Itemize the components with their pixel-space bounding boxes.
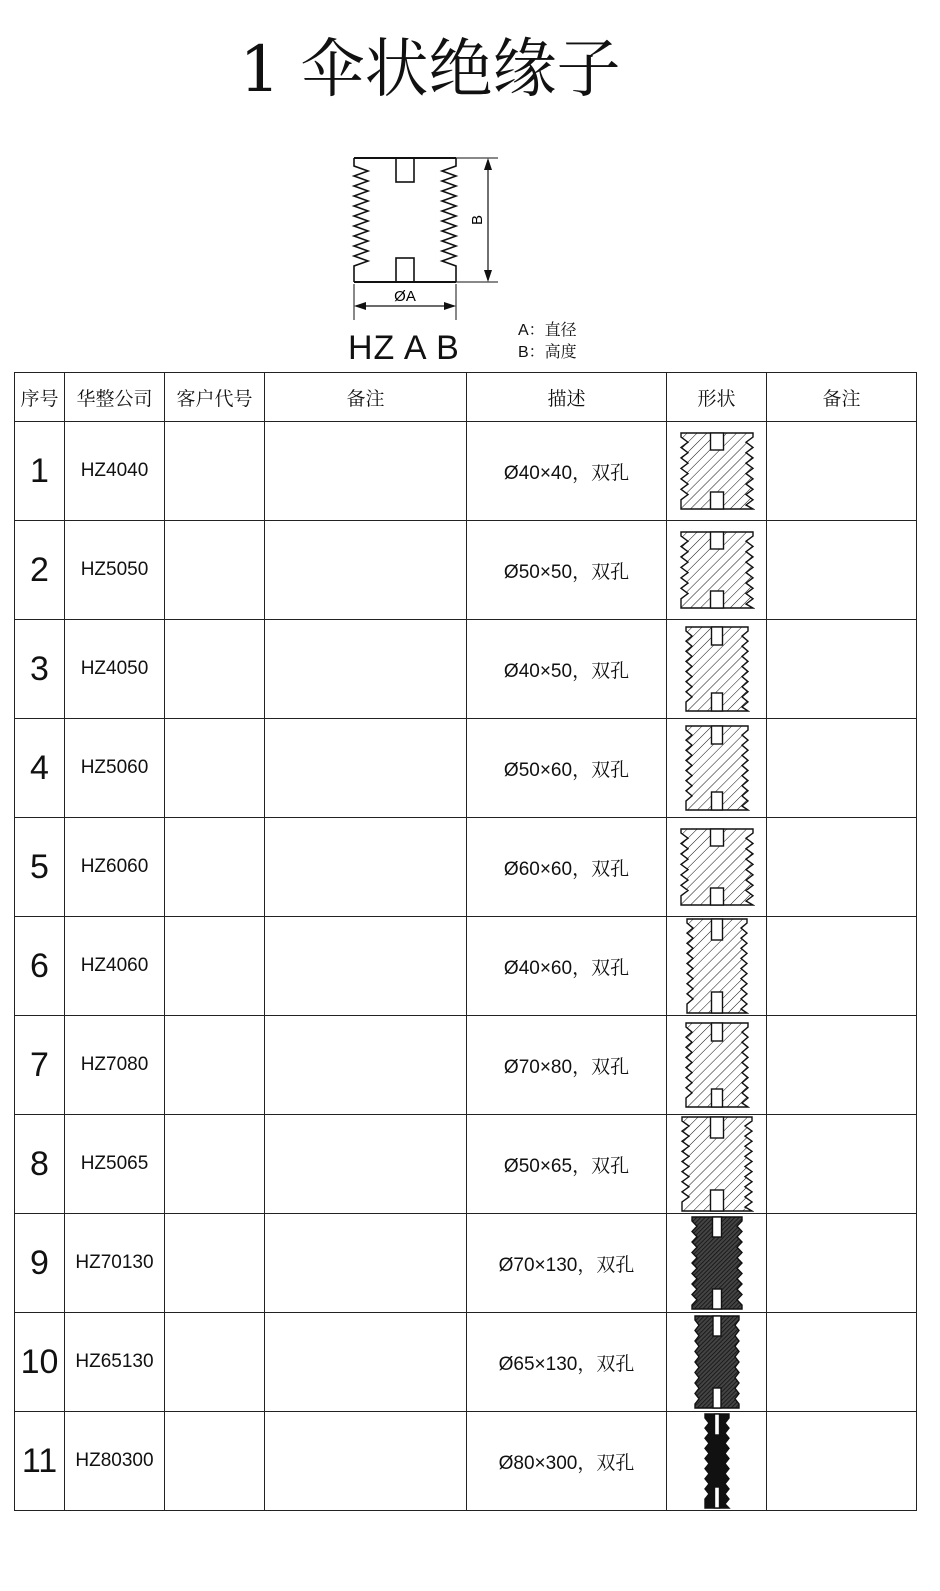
row-customer-code [165,917,265,1016]
row-shape [667,719,767,818]
table-row [15,1115,917,1214]
insulator-shape-icon [679,431,755,511]
table-row [15,719,917,818]
row-note [265,620,467,719]
page-title: 1 伞状绝缘子 [239,33,621,107]
row-index: 6 [15,917,65,1016]
insulator-shape-icon [684,625,750,713]
row-note [265,1412,467,1511]
row-customer-code [165,620,265,719]
row-description: Ø50×65，双孔 [467,1115,667,1214]
row-description: Ø65×130，双孔 [467,1313,667,1412]
row-description: Ø50×50，双孔 [467,521,667,620]
row-company-code: HZ70130 [65,1214,165,1313]
row-company-code: HZ80300 [65,1412,165,1511]
insulator-dimension-diagram [348,150,508,320]
table-row [15,1313,917,1412]
product-table [14,372,917,1511]
row-shape [667,1016,767,1115]
row-index: 9 [15,1214,65,1313]
row-shape [667,1115,767,1214]
row-note [265,1115,467,1214]
row-description: Ø70×130，双孔 [467,1214,667,1313]
row-index: 10 [15,1313,65,1412]
header-customer-code: 客户代号 [165,373,265,422]
table-row [15,620,917,719]
row-description: Ø40×40，双孔 [467,422,667,521]
table-row [15,1412,917,1511]
legend-a: A：直径 [518,322,577,339]
row-company-code: HZ5065 [65,1115,165,1214]
row-description: Ø40×50，双孔 [467,620,667,719]
row-remark [767,1214,917,1313]
row-note [265,1214,467,1313]
row-note [265,1016,467,1115]
row-description: Ø60×60，双孔 [467,818,667,917]
insulator-shape-icon [684,724,750,812]
row-remark [767,422,917,521]
table-header-row [15,373,917,422]
insulator-shape-icon [685,917,749,1015]
header-note: 备注 [265,373,467,422]
row-company-code: HZ4050 [65,620,165,719]
row-company-code: HZ4060 [65,917,165,1016]
row-remark [767,1313,917,1412]
header-shape: 形状 [667,373,767,422]
row-description: Ø50×60，双孔 [467,719,667,818]
insulator-shape-icon [690,1215,744,1311]
row-description: Ø80×300，双孔 [467,1412,667,1511]
table-row [15,1214,917,1313]
table-row [15,521,917,620]
header-remark: 备注 [767,373,917,422]
table-row [15,422,917,521]
insulator-shape-icon [679,827,755,907]
row-note [265,422,467,521]
dimension-b-label: B [469,214,486,226]
header-company-code: 华整公司 [65,373,165,422]
row-remark [767,818,917,917]
dimension-legend [518,320,577,364]
row-note [265,521,467,620]
row-index: 7 [15,1016,65,1115]
legend-b: B：高度 [518,344,577,361]
row-remark [767,1115,917,1214]
row-index: 5 [15,818,65,917]
insulator-shape-icon [684,1021,750,1109]
row-company-code: HZ5060 [65,719,165,818]
row-customer-code [165,1214,265,1313]
row-note [265,719,467,818]
row-customer-code [165,1115,265,1214]
row-note [265,818,467,917]
row-shape [667,521,767,620]
row-index: 3 [15,620,65,719]
row-remark [767,917,917,1016]
dimension-a-label: ØA [394,288,416,305]
row-index: 11 [15,1412,65,1511]
row-remark [767,1412,917,1511]
insulator-shape-icon [703,1412,731,1510]
row-company-code: HZ6060 [65,818,165,917]
row-customer-code [165,422,265,521]
row-remark [767,719,917,818]
table-row [15,917,917,1016]
row-shape [667,917,767,1016]
model-code-format: HZ A B [348,329,460,367]
row-shape [667,818,767,917]
insulator-shape-icon [693,1314,741,1410]
row-note [265,917,467,1016]
row-company-code: HZ7080 [65,1016,165,1115]
row-customer-code [165,818,265,917]
row-remark [767,1016,917,1115]
row-customer-code [165,521,265,620]
table-row [15,1016,917,1115]
row-remark [767,521,917,620]
row-shape [667,1412,767,1511]
row-shape [667,422,767,521]
row-company-code: HZ65130 [65,1313,165,1412]
row-index: 4 [15,719,65,818]
insulator-shape-icon [680,1115,754,1213]
row-index: 2 [15,521,65,620]
row-description: Ø70×80，双孔 [467,1016,667,1115]
row-index: 8 [15,1115,65,1214]
row-shape [667,620,767,719]
row-index: 1 [15,422,65,521]
product-table-wrapper [14,372,916,1524]
row-company-code: HZ5050 [65,521,165,620]
row-remark [767,620,917,719]
header-description: 描述 [467,373,667,422]
row-shape [667,1313,767,1412]
row-customer-code [165,1412,265,1511]
header-index: 序号 [15,373,65,422]
row-shape [667,1214,767,1313]
row-note [265,1313,467,1412]
row-description: Ø40×60，双孔 [467,917,667,1016]
table-row [15,818,917,917]
row-customer-code [165,719,265,818]
row-company-code: HZ4040 [65,422,165,521]
insulator-shape-icon [679,530,755,610]
row-customer-code [165,1016,265,1115]
row-customer-code [165,1313,265,1412]
